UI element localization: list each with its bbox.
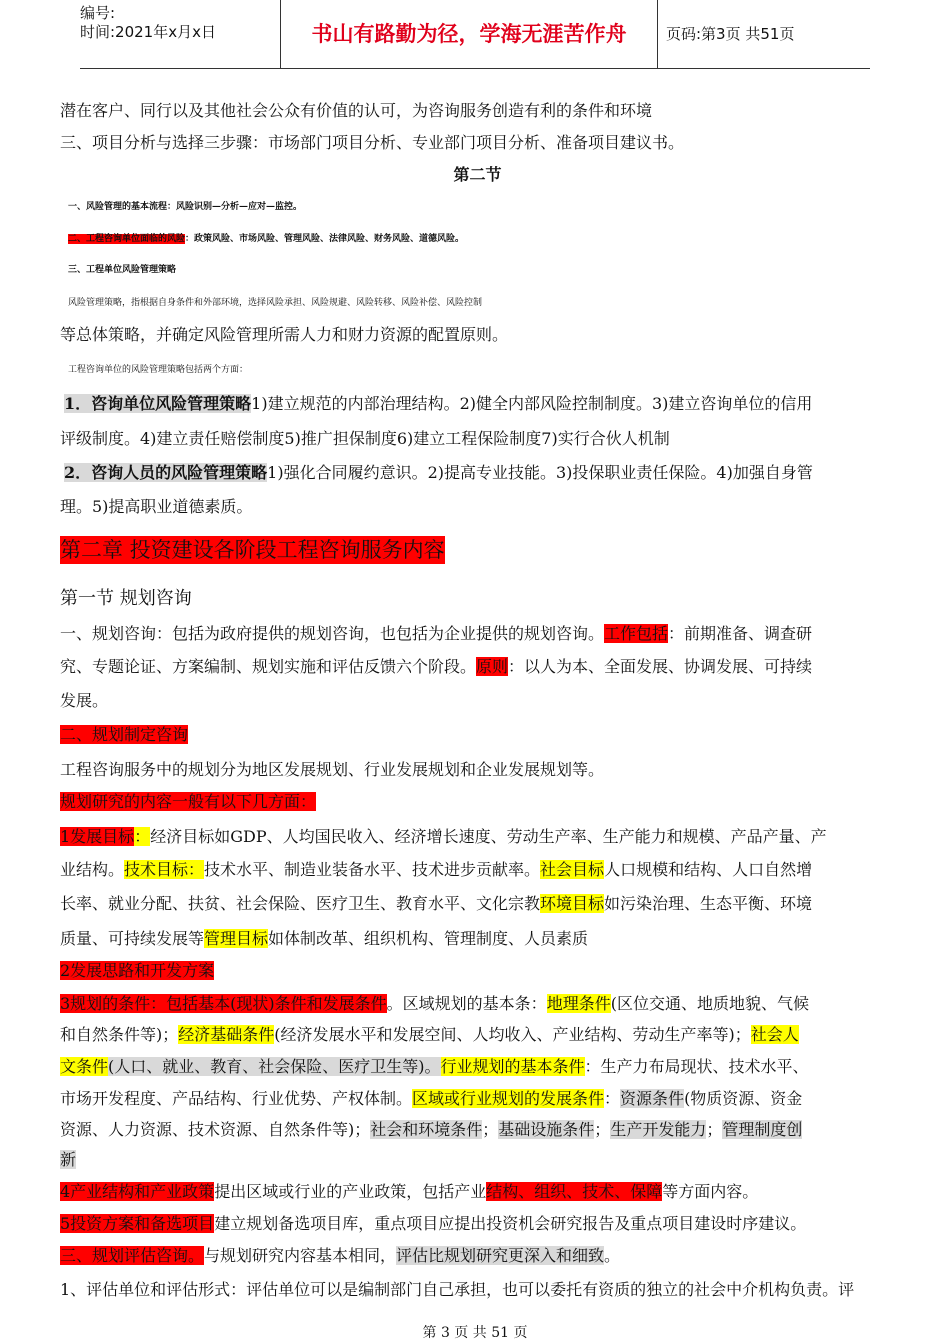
- header-meta: [80, 0, 280, 72]
- text-line: [60, 791, 895, 813]
- highlight-gray: 评估比规划研究更深入和细致: [396, 1246, 605, 1265]
- heading-line: 二、工程咨询单位面临的风险：政策风险、市场风险、管理风险、法律风险、财务风险、道德风险。: [68, 234, 465, 244]
- highlight-red: 5投资方案和备选项目: [60, 1214, 215, 1233]
- highlight-gray: 生产开发能力: [610, 1120, 707, 1139]
- text-line: 发展。: [60, 691, 109, 710]
- text-line: 工程咨询服务中的规划分为地区发展规划、行业发展规划和企业发展规划等。: [60, 760, 605, 779]
- highlight-yellow: 地理条件: [546, 994, 611, 1013]
- highlight-yellow: 行业规划的基本条件: [440, 1057, 585, 1076]
- time-label: 时间:2021年x月x日: [80, 23, 216, 41]
- text-line: [60, 960, 895, 982]
- highlight-red: 工作包括: [604, 624, 669, 643]
- heading-line: 三、工程单位风险管理策略: [68, 265, 177, 275]
- highlight-yellow: 管理目标: [204, 929, 269, 948]
- highlight-red: 二、规划制定咨询: [60, 725, 189, 744]
- chapter-title: 第二章 投资建设各阶段工程咨询服务内容: [60, 538, 445, 562]
- highlight-red: 1发展目标: [60, 827, 135, 846]
- text-line: 一、规划咨询：包括为政府提供的规划咨询，也包括为企业提供的规划咨询。工作包括：前期准备、调查研: [60, 624, 813, 643]
- text-line: 市场开发程度、产品结构、行业优势、产权体制。区域或行业规划的发展条件：资源条件(物质资源、资金: [60, 1089, 803, 1108]
- text-line: [60, 724, 895, 746]
- text-line: 4产业结构和产业政策提出区域或行业的产业政策，包括产业结构、组织、技术、保障等方面内容。: [60, 1182, 759, 1201]
- text-line: 三、项目分析与选择三步骤：市场部门项目分析、专业部门项目分析、准备项目建议书。: [60, 133, 685, 152]
- text-line: 潜在客户、同行以及其他社会公众有价值的认可，为咨询服务创造有利的条件和环境: [60, 101, 653, 120]
- highlight-gray: 管理制度创: [722, 1120, 803, 1139]
- section-title: 第二节: [453, 165, 502, 184]
- text-line: 1发展目标：经济目标如GDP、人均国民收入、经济增长速度、劳动生产率、生产能力和规模、产品产量、产: [60, 827, 827, 846]
- text-line: 5投资方案和备选项目建立规划备选项目库，重点项目应提出投资机会研究报告及重点项目建设时序建议。: [60, 1214, 807, 1233]
- page-footer: 第 3 页 共 51 页: [422, 1325, 528, 1341]
- highlight-red: 4产业结构和产业政策: [60, 1182, 215, 1201]
- text-line: 究、专题论证、方案编制、规划实施和评估反馈六个阶段。原则：以人为本、全面发展、协调发展、可持续: [60, 657, 813, 676]
- page-number-label: 页码:第3页 共51页: [666, 25, 795, 43]
- heading-line: 一、风险管理的基本流程：风险识别—分析—应对—监控。: [68, 202, 303, 212]
- highlight-gray: 社会和环境条件: [370, 1120, 483, 1139]
- highlight-yellow: 经济基础条件: [178, 1025, 275, 1044]
- text-line: 评级制度。4)建立责任赔偿制度5)推广担保制度6)建立工程保险制度7)实行合伙人机制: [60, 429, 670, 448]
- highlight-red: 结构、组织、技术、保障: [486, 1182, 663, 1201]
- text-line: 2．咨询人员的风险管理策略1)强化合同履约意识。2)提高专业技能。3)投保职业责任保险。4)加强自身管: [64, 463, 813, 482]
- text-line: 工程咨询单位的风险管理策略包括两个方面：: [68, 365, 249, 375]
- text-line: 3规划的条件：包括基本(现状)条件和发展条件。区域规划的基本条：地理条件(区位交通、地质地貌、气候: [60, 994, 809, 1013]
- highlight-red: 三、规划评估咨询。: [60, 1246, 205, 1265]
- highlight-yellow: 社会目标: [540, 860, 605, 879]
- section-heading: 第一节 规划咨询: [60, 588, 192, 609]
- highlight-red: 原则: [476, 657, 509, 676]
- text-line: 1、评估单位和评估形式：评估单位可以是编制部门自己承担，也可以委托有资质的独立的社会中介机构负责。评: [60, 1280, 855, 1299]
- highlight-yellow: 区域或行业规划的发展条件: [412, 1089, 605, 1108]
- header-motto: 书山有路勤为径，学海无涯苦作舟: [280, 0, 658, 68]
- text-line: 业结构。技术目标：技术水平、制造业装备水平、技术进步贡献率。社会目标人口规模和结构、人口自然增: [60, 860, 813, 879]
- text-line: 质量、可持续发展等管理目标如体制改革、组织机构、管理制度、人员素质: [60, 929, 589, 948]
- highlight-gray: 基础设施条件: [498, 1120, 595, 1139]
- text-line: 三、规划评估咨询。与规划研究内容基本相同，评估比规划研究更深入和细致。: [60, 1246, 621, 1265]
- highlight-gray: 资源条件: [620, 1089, 685, 1108]
- chapter-line: [60, 536, 895, 566]
- text-line: 理。5)提高职业道德素质。: [60, 497, 253, 516]
- number-label: 编号:: [80, 4, 116, 22]
- highlight-yellow: 社会人: [750, 1025, 799, 1044]
- highlight-yellow: 环境目标: [540, 894, 605, 913]
- highlight-red: 二、工程咨询单位面临的风险: [68, 234, 186, 244]
- highlight-gray: (人口、就业、教育、社会保险、医疗卫生等)。: [108, 1057, 441, 1076]
- highlight-gray: 2．咨询人员的风险管理策略: [64, 463, 268, 482]
- text-line: [60, 1149, 895, 1171]
- text-line: 文条件(人口、就业、教育、社会保险、医疗卫生等)。行业规划的基本条件：生产力布局现状、技术水平、: [60, 1057, 809, 1076]
- highlight-gray: 1．咨询单位风险管理策略: [64, 394, 252, 413]
- text-line: 长率、就业分配、扶贫、社会保险、医疗卫生、教育水平、文化宗教环境目标如污染治理、生态平衡、环境: [60, 894, 813, 913]
- highlight-gray: 新: [60, 1150, 77, 1169]
- text-line: 资源、人力资源、技术资源、自然条件等)；社会和环境条件；基础设施条件；生产开发能力；管理制度创: [60, 1120, 803, 1139]
- text-line: 等总体策略，并确定风险管理所需人力和财力资源的配置原则。: [60, 325, 509, 344]
- text-line: 和自然条件等)；经济基础条件(经济发展水平和发展空间、人均收入、产业结构、劳动生产率等)；社会人: [60, 1025, 799, 1044]
- highlight-red: 规划研究的内容一般有以下几方面：: [60, 792, 317, 811]
- highlight-yellow: ：: [134, 827, 151, 846]
- text-line: 风险管理策略，指根据自身条件和外部环境，选择风险承担、风险规避、风险转移、风险补偿、风险控制: [68, 298, 483, 308]
- highlight-yellow: 文条件: [60, 1057, 109, 1076]
- page-header: [80, 0, 870, 69]
- highlight-red: 2发展思路和开发方案: [60, 961, 215, 980]
- highlight-yellow: 技术目标：: [124, 860, 205, 879]
- text-line: 1．咨询单位风险管理策略1)建立规范的内部治理结构。2)健全内部风险控制制度。3)建立咨询单位的信用: [64, 394, 813, 413]
- highlight-red: 3规划的条件：包括基本(现状)条件和发展条件: [60, 994, 387, 1013]
